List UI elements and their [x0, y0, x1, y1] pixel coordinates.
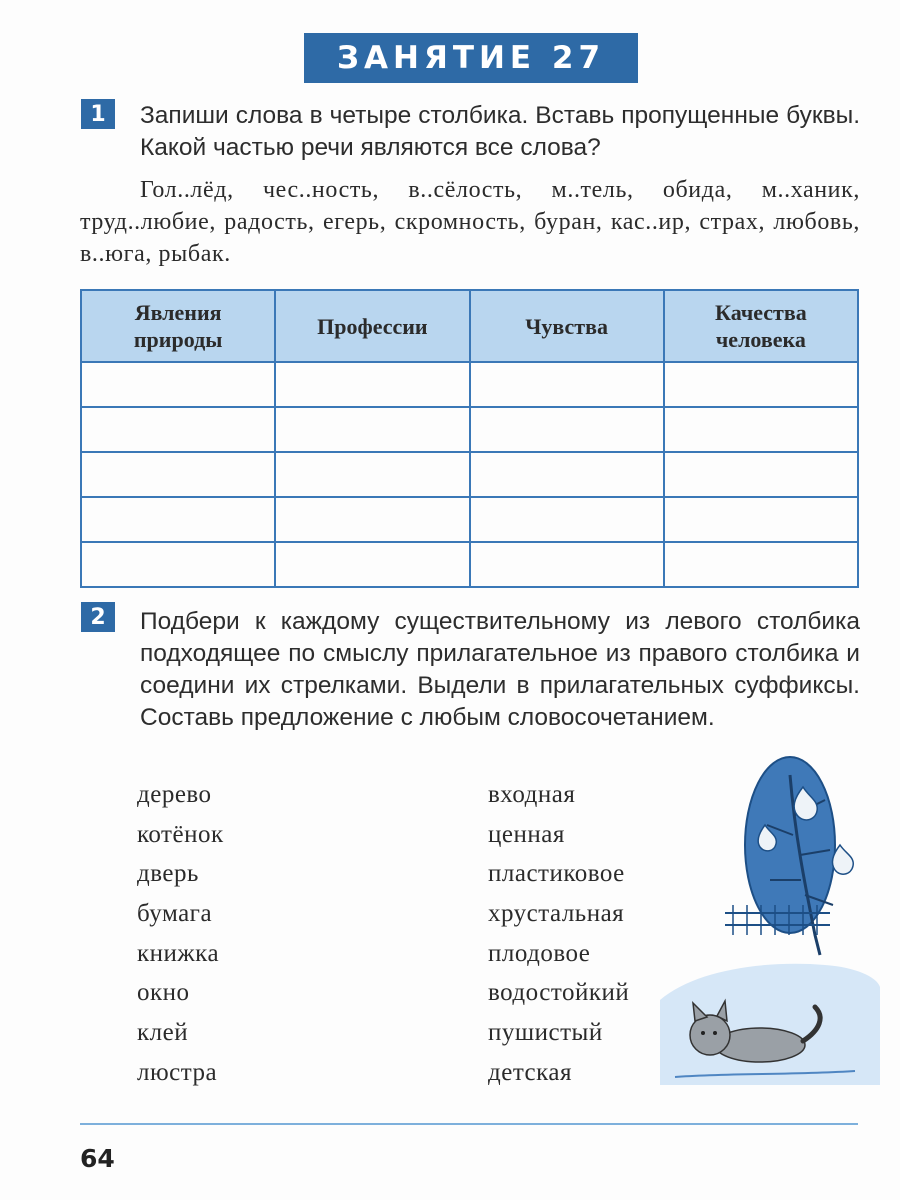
lesson-title: ЗАНЯТИЕ 27	[304, 33, 638, 83]
table-cell	[81, 362, 275, 407]
table-cell	[470, 407, 664, 452]
adjective-item: водостойкий	[488, 979, 630, 1007]
header-feelings: Чувства	[470, 290, 664, 362]
table-cell	[470, 362, 664, 407]
noun-item: клей	[137, 1019, 189, 1047]
table-cell	[664, 497, 858, 542]
table-cell	[275, 542, 469, 587]
header-nature-phenomena: Явления природы	[81, 290, 275, 362]
noun-item: котёнок	[137, 820, 224, 848]
sorting-table	[80, 289, 859, 588]
adjectives-column	[488, 780, 629, 1098]
header-human-qualities: Качества человека	[664, 290, 858, 362]
task-1-instruction: Запиши слова в четыре столбика. Вставь пропущенные буквы. Какой частью речи являются все слова?	[140, 102, 860, 161]
noun-item: книжка	[137, 939, 220, 967]
table-cell	[81, 407, 275, 452]
pear-tree-kitten-illustration-icon	[655, 755, 880, 1090]
table-header-row	[81, 290, 858, 362]
table-cell	[81, 452, 275, 497]
task-2-number-badge: 2	[81, 602, 115, 632]
header-professions: Профессии	[275, 290, 469, 362]
table-row	[81, 407, 858, 452]
table-cell	[664, 542, 858, 587]
table-cell	[275, 407, 469, 452]
noun-item: дверь	[137, 860, 199, 888]
table-row	[81, 497, 858, 542]
noun-item: окно	[137, 979, 190, 1007]
task-1-number-badge: 1	[81, 99, 115, 129]
table-cell	[275, 452, 469, 497]
kitten-eye	[701, 1031, 705, 1035]
table-cell	[275, 362, 469, 407]
table-row	[81, 452, 858, 497]
adjective-item: пушистый	[488, 1019, 603, 1047]
noun-item: люстра	[137, 1058, 218, 1086]
nouns-column	[137, 780, 224, 1098]
table-row	[81, 542, 858, 587]
footer-rule	[80, 1123, 858, 1125]
adjective-item: хрустальная	[488, 900, 625, 928]
page-number: 64	[80, 1144, 115, 1173]
table-cell	[81, 497, 275, 542]
task-2-instruction: Подбери к каждому существительному из левого столбика подходящее по смыслу прилагательное из правого столбика и соедини их стрелками. Выдели в прилагательных суффиксы. Составь предложение с любым словосочетанием.	[140, 608, 860, 731]
adjective-item: пластиковое	[488, 860, 625, 888]
adjective-item: ценная	[488, 820, 565, 848]
table-cell	[470, 542, 664, 587]
table-row	[81, 362, 858, 407]
table-cell	[81, 542, 275, 587]
table-cell	[470, 452, 664, 497]
kitten-eye	[713, 1031, 717, 1035]
adjective-item: плодовое	[488, 939, 591, 967]
adjective-item: входная	[488, 781, 576, 808]
adjective-item: детская	[488, 1058, 573, 1086]
table-body	[81, 362, 858, 587]
table-cell	[470, 497, 664, 542]
table-cell	[664, 407, 858, 452]
noun-item: бумага	[137, 900, 213, 928]
noun-item: дерево	[137, 781, 212, 808]
table-cell	[275, 497, 469, 542]
table-cell	[664, 362, 858, 407]
table-cell	[664, 452, 858, 497]
task-1-word-list: Гол..лёд, чес..ность, в..сёлость, м..тель, обида, м..ханик, труд..любие, радость, егерь, скромность, буран, кас..ир, страх, любовь, в..юга, рыбак.	[80, 177, 860, 267]
